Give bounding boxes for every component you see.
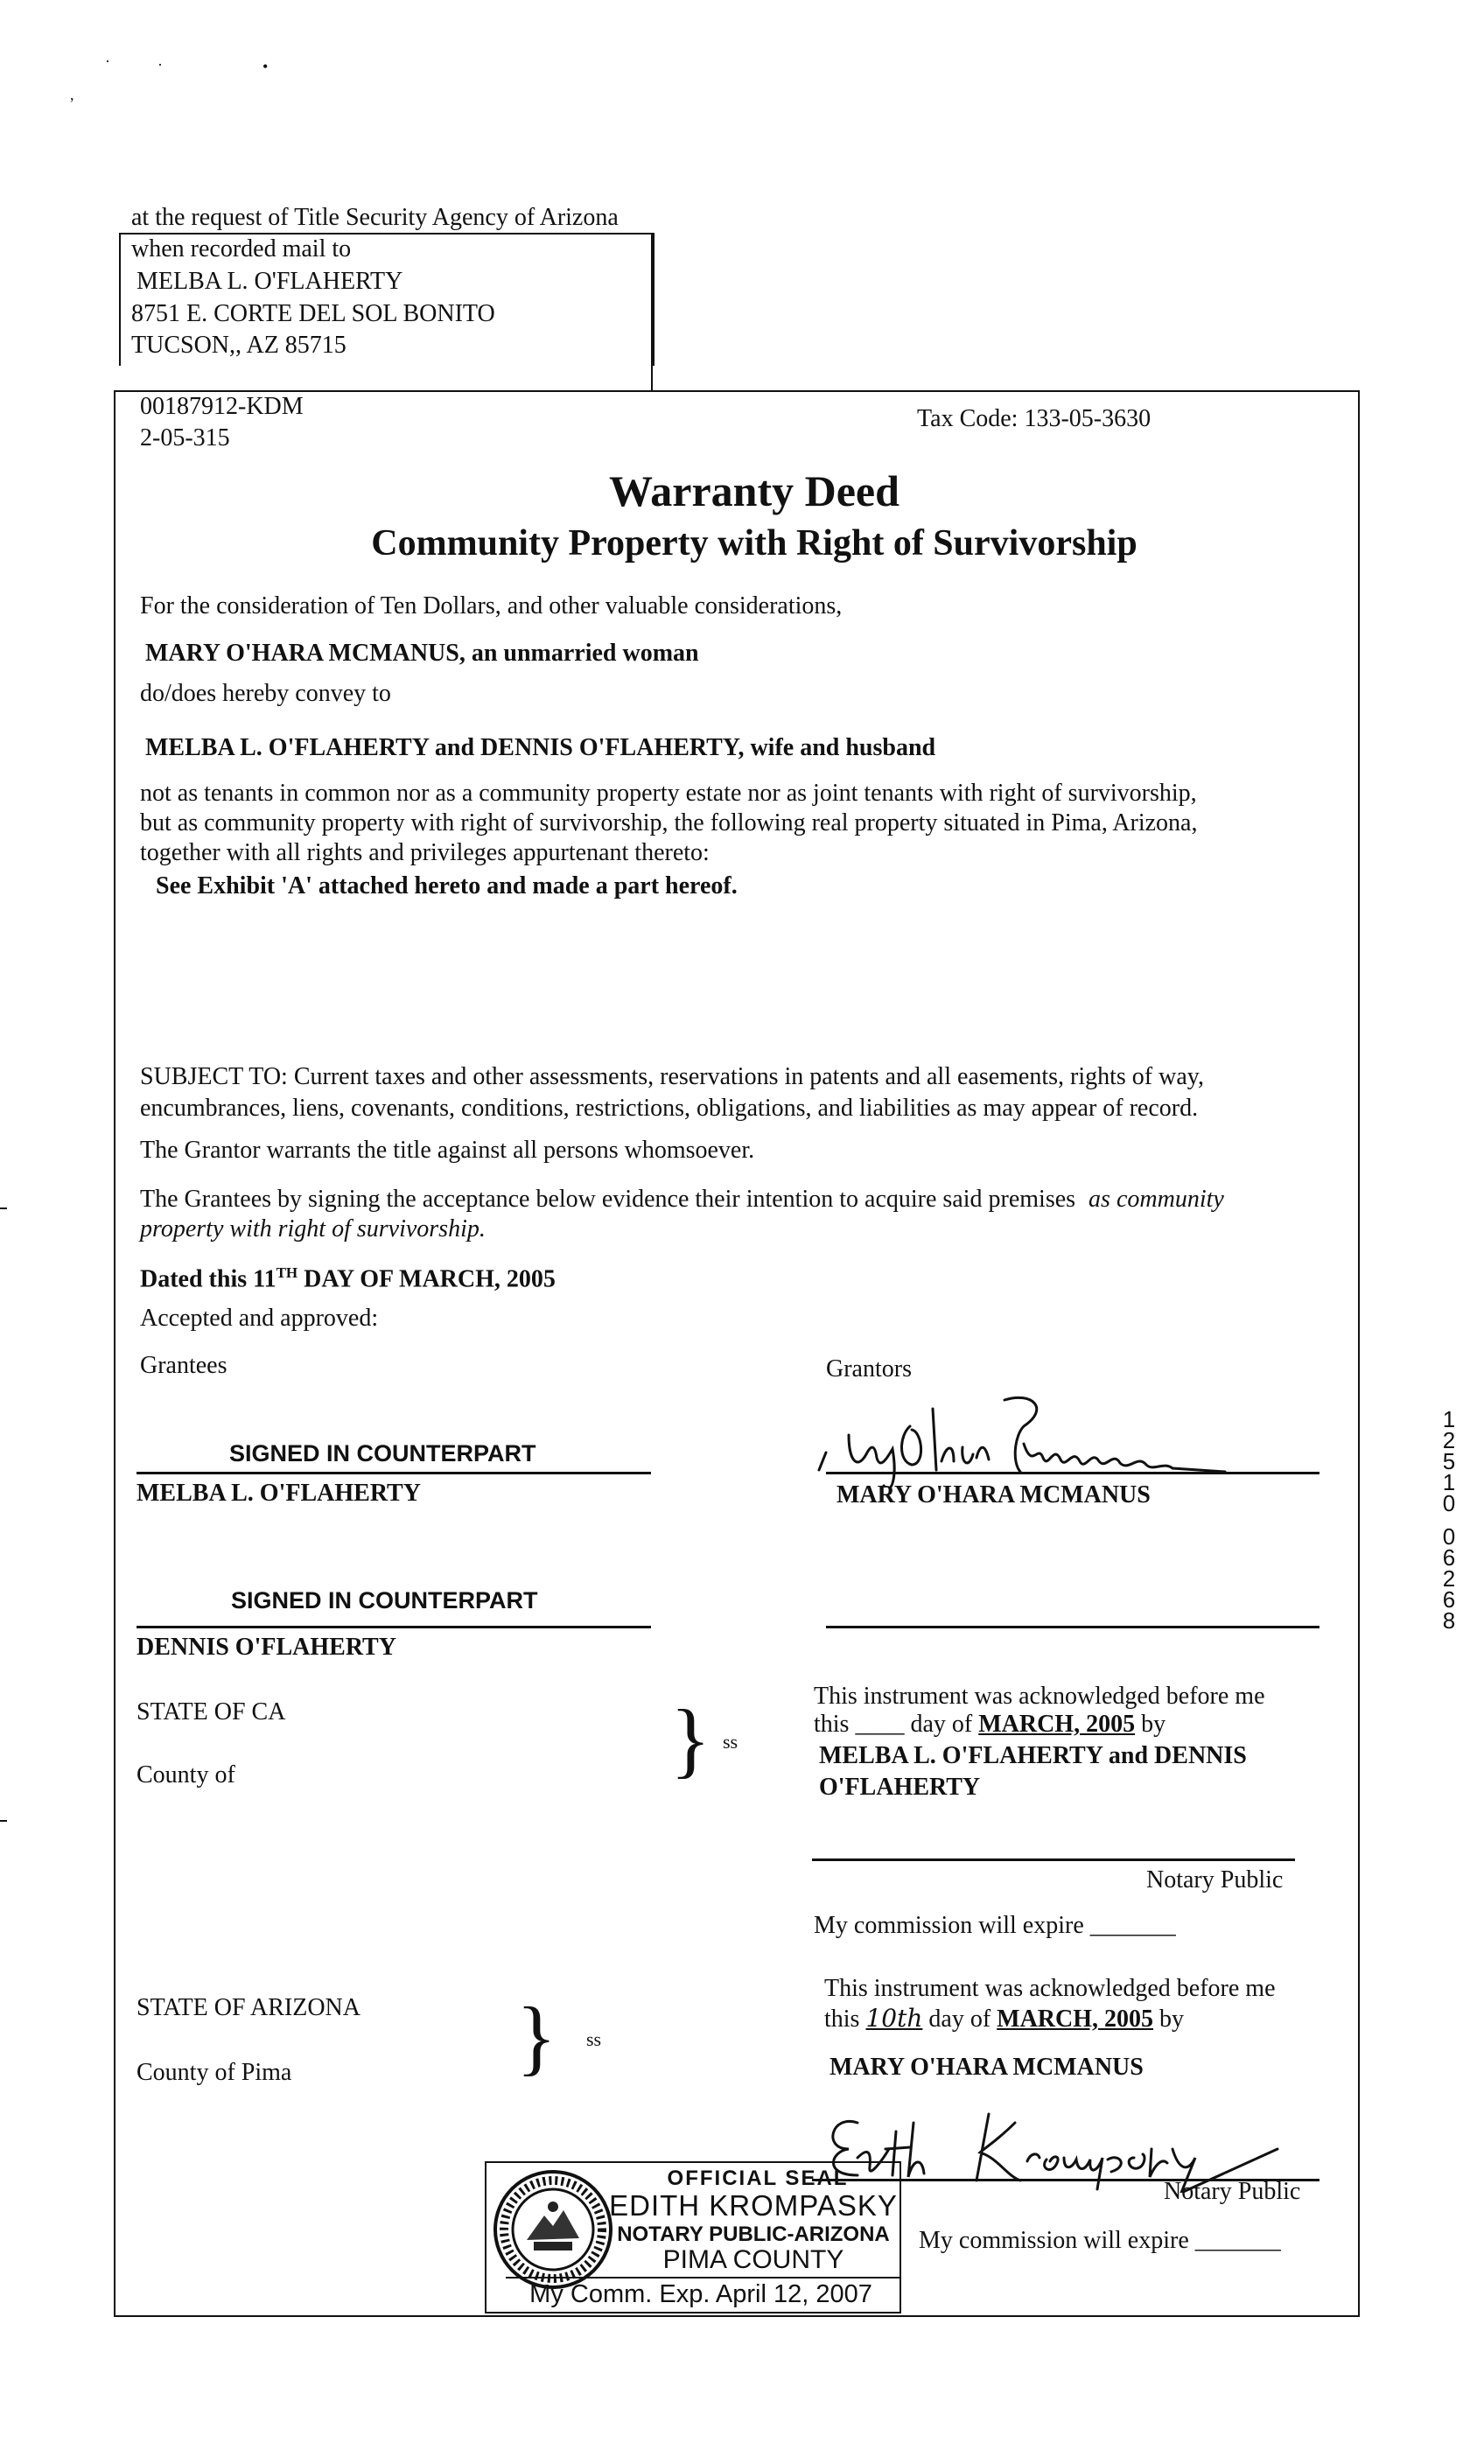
accepted-label: Accepted and approved: bbox=[140, 1305, 379, 1332]
document-title: Warranty Deed bbox=[609, 466, 900, 515]
grantors-label: Grantors bbox=[826, 1355, 912, 1382]
acceptance-italic-a: as community bbox=[1088, 1186, 1224, 1213]
az-county: County of Pima bbox=[136, 2059, 292, 2086]
acceptance-line-1 bbox=[140, 1185, 1224, 1214]
az-this-prefix: this bbox=[824, 2006, 866, 2033]
mail-to-label: when recorded mail to bbox=[131, 235, 352, 262]
acceptance-italic-b: property with right of survivorship. bbox=[140, 1215, 486, 1242]
reference-sub: 2-05-315 bbox=[140, 424, 230, 452]
ca-county: County of bbox=[136, 1761, 235, 1788]
document-subtitle: Community Property with Right of Survivorship bbox=[371, 523, 1138, 564]
mail-to-name: MELBA L. O'FLAHERTY bbox=[136, 268, 403, 295]
reference-number: 00187912-KDM bbox=[140, 393, 304, 420]
seal-official: OFFICIAL SEAL bbox=[667, 2166, 849, 2190]
left-edge-mark-2 bbox=[0, 1820, 7, 1822]
subject-line-1: SUBJECT TO: Current taxes and other assessments, reservations in patents and all easements, rights of way, bbox=[140, 1063, 1204, 1090]
az-commission: My commission will expire _______ bbox=[919, 2227, 1281, 2254]
az-notary-public: Notary Public bbox=[1164, 2178, 1301, 2205]
seal-divider bbox=[506, 2277, 900, 2278]
az-day-suffix: day of bbox=[922, 2006, 998, 2033]
consideration-text: For the consideration of Ten Dollars, and other valuable considerations, bbox=[140, 592, 843, 620]
az-ss: ss bbox=[586, 2028, 602, 2050]
grantor-name: MARY O'HARA MCMANUS bbox=[836, 1481, 1151, 1508]
ca-month: MARCH, 2005 bbox=[978, 1711, 1136, 1738]
seal-title: NOTARY PUBLIC-ARIZONA bbox=[617, 2222, 890, 2246]
tax-code: Tax Code: 133-05-3630 bbox=[917, 405, 1152, 432]
az-this-line bbox=[824, 2004, 1184, 2034]
margin-line-1: 12510 bbox=[1442, 1406, 1456, 1516]
seal-emblem bbox=[492, 2168, 614, 2291]
ca-names-2: O'FLAHERTY bbox=[819, 1774, 981, 1801]
margin-recording-number bbox=[1432, 1406, 1466, 1634]
seal-name: EDITH KROMPASKY bbox=[609, 2189, 898, 2222]
grantor-signature bbox=[814, 1374, 1321, 1488]
seal-expiry: My Comm. Exp. April 12, 2007 bbox=[529, 2280, 872, 2308]
ca-names-1: MELBA L. O'FLAHERTY and DENNIS bbox=[819, 1742, 1247, 1769]
grantees-label: Grantees bbox=[140, 1352, 228, 1379]
grantees-line: MELBA L. O'FLAHERTY and DENNIS O'FLAHERTY, wife and husband bbox=[145, 734, 936, 761]
az-brace: } bbox=[516, 1990, 557, 2083]
grantee-1-name: MELBA L. O'FLAHERTY bbox=[136, 1480, 421, 1507]
az-name: MARY O'HARA MCMANUS bbox=[830, 2054, 1144, 2081]
ca-this-line bbox=[814, 1710, 1166, 1740]
ca-ss: ss bbox=[723, 1731, 738, 1753]
subject-line-2: encumbrances, liens, covenants, conditions, restrictions, obligations, and liabilities as may appear of record. bbox=[140, 1095, 1199, 1122]
dated-prefix: Dated this 11 bbox=[140, 1265, 276, 1293]
request-line: at the request of Title Security Agency of Arizona bbox=[131, 204, 619, 231]
tenancy-line-2: but as community property with right of survivorship, the following real property situated in Pima, Arizona, bbox=[140, 809, 1198, 836]
counterpart-2: SIGNED IN COUNTERPART bbox=[231, 1587, 538, 1614]
counterpart-1: SIGNED IN COUNTERPART bbox=[229, 1440, 536, 1466]
signature-line-2 bbox=[136, 1626, 651, 1628]
acceptance-text: The Grantees by signing the acceptance below evidence their intention to acquire said premises bbox=[140, 1186, 1076, 1213]
az-day-handwritten: 10th bbox=[865, 2004, 923, 2033]
seal-county: PIMA COUNTY bbox=[662, 2245, 844, 2274]
tenancy-line-3: together with all rights and privileges appurtenant thereto: bbox=[140, 839, 710, 866]
mail-to-street: 8751 E. CORTE DEL SOL BONITO bbox=[131, 300, 495, 327]
grantor-line: MARY O'HARA MCMANUS, an unmarried woman bbox=[145, 640, 699, 667]
signature-line-1 bbox=[136, 1472, 651, 1474]
ca-notary-line bbox=[812, 1858, 1295, 1861]
grantee-2-name: DENNIS O'FLAHERTY bbox=[136, 1634, 396, 1661]
ca-notary-public: Notary Public bbox=[1146, 1866, 1284, 1894]
ca-ack-line: This instrument was acknowledged before me bbox=[814, 1683, 1265, 1710]
convey-text: do/does hereby convey to bbox=[140, 680, 391, 707]
grantor-signature-line bbox=[826, 1472, 1320, 1474]
ca-commission: My commission will expire _______ bbox=[814, 1912, 1176, 1939]
dated-sup: TH bbox=[276, 1264, 298, 1281]
az-state: STATE OF ARIZONA bbox=[136, 1994, 360, 2021]
tenancy-line-1: not as tenants in common nor as a community property estate nor as joint tenants with right of survivorship, bbox=[140, 780, 1197, 807]
blank-signature-line bbox=[826, 1626, 1320, 1628]
left-edge-mark-1 bbox=[0, 1208, 7, 1209]
ca-this-prefix: this ____ day of bbox=[814, 1711, 979, 1738]
arizona-seal-icon bbox=[492, 2168, 614, 2291]
dated-suffix: DAY OF MARCH, 2005 bbox=[298, 1265, 556, 1293]
mail-box-right bbox=[651, 233, 653, 392]
margin-line-2: 06268 bbox=[1442, 1523, 1456, 1634]
dated-line bbox=[140, 1258, 556, 1294]
az-ack-line: This instrument was acknowledged before me bbox=[824, 1975, 1276, 2002]
az-month: MARCH, 2005 bbox=[997, 2006, 1154, 2033]
official-seal-stamp bbox=[485, 2161, 901, 2314]
ca-state: STATE OF CA bbox=[136, 1698, 286, 1726]
ca-by: by bbox=[1135, 1711, 1166, 1738]
mail-to-city: TUCSON,, AZ 85715 bbox=[131, 332, 346, 359]
ca-brace: } bbox=[670, 1692, 711, 1786]
warranty-statement: The Grantor warrants the title against all persons whomsoever. bbox=[140, 1137, 755, 1164]
az-by: by bbox=[1153, 2006, 1185, 2033]
exhibit-reference: See Exhibit 'A' attached hereto and made a part hereof. bbox=[156, 872, 738, 900]
